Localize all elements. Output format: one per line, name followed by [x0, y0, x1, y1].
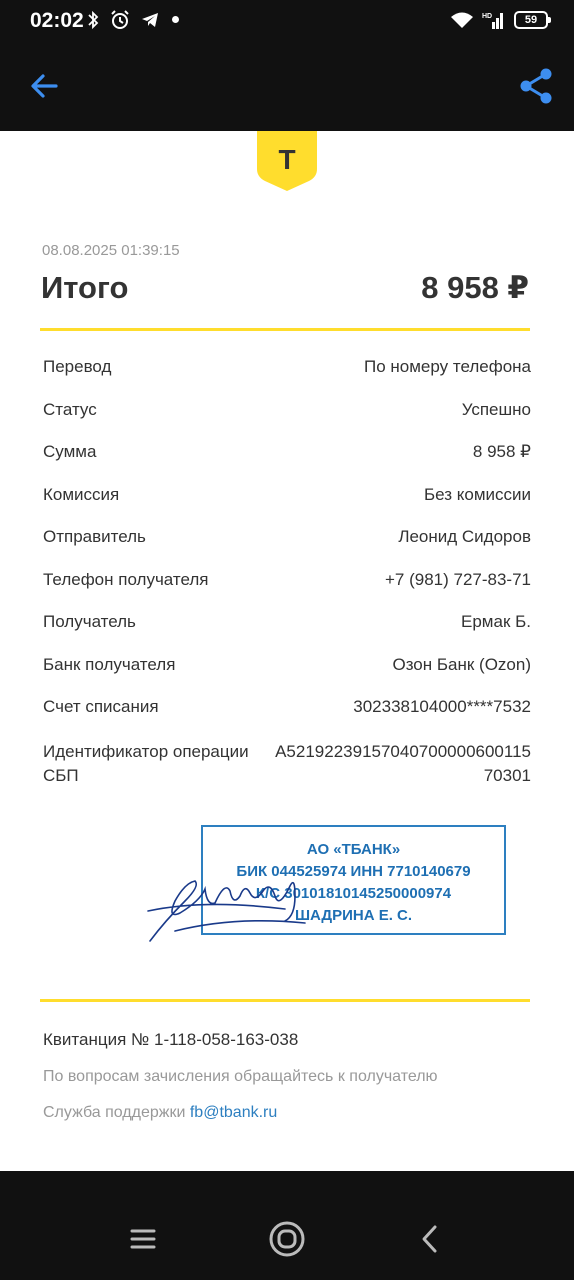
arrow-left-icon[interactable]	[26, 66, 66, 106]
wifi-icon	[450, 11, 474, 29]
status-bar	[0, 0, 574, 44]
detail-row-sbp-id	[43, 740, 531, 798]
detail-label: Счет списания	[43, 697, 159, 716]
detail-label: Статус	[43, 399, 97, 419]
support-label: Служба поддержки	[43, 1104, 190, 1121]
back-chevron-icon[interactable]	[410, 1219, 450, 1259]
detail-value: Озон Банк (Ozon)	[392, 654, 531, 674]
logo-letter: Т	[278, 144, 296, 175]
detail-label: Банк получателя	[43, 654, 176, 674]
operation-datetime: 08.08.2025 01:39:15	[42, 242, 180, 259]
detail-label: Идентификатор операции СБП	[43, 741, 249, 785]
detail-value: +7 (981) 727-83-71	[384, 569, 531, 589]
divider-bottom	[40, 999, 530, 1002]
detail-row-recipient	[43, 612, 531, 655]
receipt-card	[0, 131, 574, 1171]
hd-signal-icon	[482, 10, 506, 30]
detail-value: Успешно	[461, 399, 531, 419]
detail-row-sender	[43, 527, 531, 570]
telegram-icon	[140, 10, 160, 30]
svg-text:HD: HD	[482, 13, 493, 20]
tbank-logo	[257, 131, 317, 191]
detail-row-recipient-phone	[43, 570, 531, 613]
stamp-line: ШАДРИНА Е. С.	[294, 907, 413, 924]
detail-row-status	[43, 400, 531, 443]
detail-value: Леонид Сидоров	[398, 527, 531, 546]
battery-icon	[514, 11, 548, 29]
bluetooth-icon	[86, 10, 100, 30]
detail-value: 8 958 ₽	[472, 442, 531, 461]
battery-level: 59	[524, 14, 538, 26]
app-bar	[0, 44, 574, 131]
detail-row-transfer	[43, 357, 531, 400]
total-label: Итого	[41, 270, 129, 305]
system-nav-bar	[0, 1171, 574, 1280]
support-line	[43, 1104, 277, 1122]
status-time: 02:02	[30, 9, 84, 32]
detail-label: Получатель	[43, 612, 136, 631]
alarm-icon	[110, 10, 130, 30]
dot-icon	[172, 16, 179, 23]
detail-value: 302338104000****7532	[353, 697, 531, 716]
detail-value: По номеру телефона	[363, 357, 531, 376]
detail-label: Телефон получателя	[43, 569, 209, 589]
support-email-link[interactable]: fb@tbank.ru	[189, 1104, 278, 1121]
details-list	[43, 357, 531, 798]
receipt-number: Квитанция № 1-118-058-163-038	[43, 1030, 299, 1049]
home-icon[interactable]	[267, 1219, 307, 1259]
detail-label: Сумма	[43, 442, 97, 461]
stamp-line: К/С 30101810145250000974	[255, 885, 452, 902]
recipient-note: По вопросам зачисления обращайтесь к получателю	[43, 1068, 438, 1085]
detail-value: A52192239157040700000600115 70301	[275, 741, 531, 785]
detail-row-debit-account	[43, 697, 531, 740]
total-value: 8 958 ₽	[421, 270, 529, 305]
share-icon[interactable]	[516, 66, 556, 106]
detail-label: Комиссия	[43, 484, 120, 504]
detail-row-fee	[43, 485, 531, 528]
signature	[145, 861, 320, 946]
detail-label: Перевод	[43, 357, 112, 376]
divider-top	[40, 328, 530, 331]
detail-value: Ермак Б.	[461, 612, 531, 631]
detail-label: Отправитель	[43, 527, 146, 546]
detail-value: Без комиссии	[423, 484, 531, 504]
stamp-line: АО «ТБАНК»	[306, 841, 401, 858]
detail-row-amount	[43, 442, 531, 485]
detail-row-recipient-bank	[43, 655, 531, 698]
menu-icon[interactable]	[123, 1219, 163, 1259]
stamp-line: БИК 044525974 ИНН 7710140679	[236, 863, 471, 880]
